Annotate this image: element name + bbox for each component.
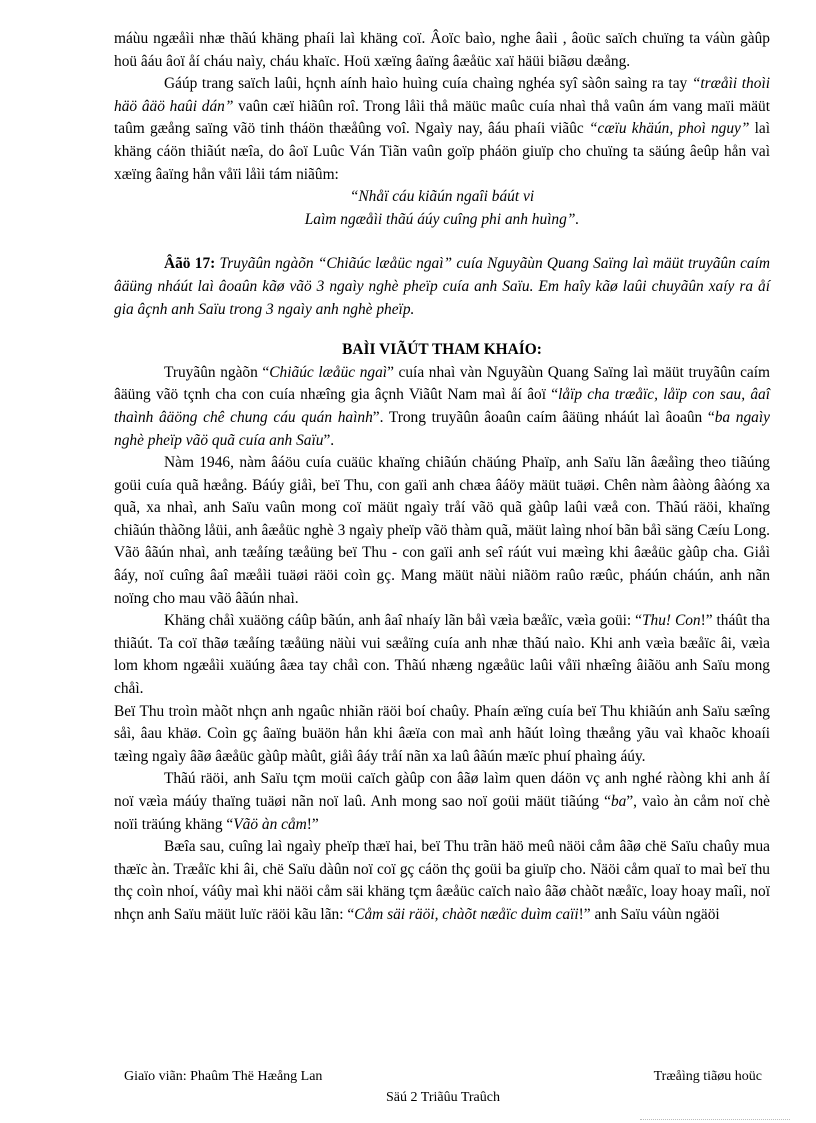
paragraph-3: Truyãûn ngàõn “Chiãúc læåüc ngaì” cuía nhaì vàn Nguyãùn Quang Saïng laì mäüt truyãûn caím âäüng vãö tçnh cha con cuía nhæîng gia âçnh Viãût Nam maì åí âoï “låïp cha træåïc, låïp con sau, âaî thaình âäöng chê chung cáu quán haình”. Trong truyãûn âoaûn caím âäüng nháút laì âoaûn “ba ngaìy nghè pheïp vãö quã cuía anh Saïu”. (114, 363, 770, 449)
paragraph-8: Bæîa sau, cuîng laì ngaìy pheïp thæï hai, beï Thu trãn häö meû näöi cåm âãø chë Saïu chaûy mua thæïc àn. Træåïc khi âi, chë Saïu dàûn noï coï gç cáön thç goüi ba giuïp cho. Näöi cåm quaï to maì beï thu thç coìn nhoí, váûy maì khi näöi cåm säi khäng tçm âæåüc caïch naìo âãø chàõt næåïc, loay hoay maîi, noï nhçn anh Saïu mäüt luïc räöi kãu lãn: “Cåm säi räöi, chàõt næåïc duìm caïi!” anh Saïu váùn ngäöi (114, 838, 770, 923)
footer-teacher: Giaïo viãn: Phaûm Thë Hæång Lan (124, 1069, 323, 1084)
poem-line-1: “Nhåï cáu kiãún ngaîi báút vi (349, 188, 535, 206)
essay-prompt: Âãö 17: Truyãûn ngàõn “Chiãúc læåüc ngaì” cuía Nguyãùn Quang Saïng laì mäüt truyãûn caím âäüng nháút laì âoaûn kãø vãö 3 ngaìy nghè pheïp cuía anh Saïu. Em haîy kãø laûi chuyãûn xaíy ra åí gia âçnh anh Saïu trong 3 ngaìy anh nghè pheïp. (114, 255, 770, 318)
footer-school: Træåìng tiãøu hoüc (653, 1069, 762, 1084)
paragraph-2: Gáúp trang saïch laûi, hçnh aính haìo huìng cuía chaìng nghéa syî sàôn saìng ra tay “træåìi thoìi häö âäö haûi dán” vaûn cæï hiãûn roî. Trong låìi thå mäüc maûc cuía nhaì thå vaûn ám vang maïi mäüt taûm gæång saïng vãö tinh tháön thæåûng voî. Ngaìy nay, âáu phaíi viãûc “cæïu khäún, phoì nguy” laì khäng cáön thiãút næîa, do âoï Luûc Ván Tiãn vaûn goïp pháön giuïp cho chuïng ta säúng âeûp hån vaì xæïng âaïng hån våïi låìi tám niãûm: (114, 75, 770, 183)
paragraph-5: Khäng chåì xuäöng cáûp bãún, anh âaî nhaíy lãn båì væìa bæåïc, væìa goüi: “Thu! Con!” tháût tha thiãút. Ta coï thãø tæåíng tæåüng näùi vui sæåïng cuía anh nhæ thãú naìo. Khi anh væìa bæåïc âi, væìa lom khom ngæåìi xuäúng âæa tay chåì con. Thãú nhæng ngæåüc laûi våïi nhæîng âiãöu anh Saïu mong chåì. (114, 612, 770, 698)
poem-line-2: Laìm ngæåìi thãú áúy cuîng phi anh huìng”. (304, 210, 580, 228)
paragraph-6: Beï Thu troìn màõt nhçn anh ngaûc nhiãn räöi boí chaûy. Phaín æïng cuía beï Thu khiãún anh Saïu sæîng såì, âau khäø. Coìn gç âaïng buäön hån khi âæïa con maì anh hãút loìng thæång yãu vaì khaõc khoaíi tæìng ngaìy âãø âæåüc gàûp màût, giåì âáy tråí nãn xa laû âãún mæïc phuí phaìng áúy. (114, 702, 770, 765)
document-body (114, 28, 770, 927)
footer-divider (640, 1119, 790, 1120)
paragraph-4: Nàm 1946, nàm âáöu cuía cuäüc khaïng chiãún chäúng Phaïp, anh Saïu lãn âæåìng theo tiãúng goüi cuía quã hæång. Báúy giåì, beï Thu, con gaïi anh chæa âáöy mäüt tuäøi. Chên nàm âàòng âàóng xa quã, xa nhaì, anh Saïu vaûn mong coï mäüt ngaìy tråí vãö quã gàûp laûi væå con. Thãú räöi, khaïng chiãún thàõng låüi, anh âæåüc nghè 3 ngaìy pheïp vãö thàm quã, mäüt laìng nhoí bãn båì säng Cæíu Long. Vãö âãún nhaì, anh tæåíng tæåüng beï Thu - con gaïi anh seî ráút vui mæìng khi âæåüc gàûp cha. Giåì âáy, noï cuîng âaî mæåìi tuäøi räöi coìn gç. Mang mäüt näùi niãöm raûo ræûc, pháún cháún, anh nãn noïng cho mau vãö âãún nhaì. (114, 454, 770, 607)
paragraph-1: máùu ngæåìi nhæ thãú khäng phaíi laì khäng coï. Âoïc baìo, nghe âaìi , âoüc saïch chuïng ta váùn gàûp hoü âáu âoï åí cháu naìy, cháu khaïc. Hoü xæïng âaïng âæåüc xaï häüi biãøu dæång. (114, 30, 770, 70)
section-heading: BAÌI VIÃÚT THAM KHAÍO: (342, 341, 542, 359)
footer-location: Säú 2 Triãûu Traûch (386, 1090, 500, 1105)
paragraph-7: Thãú räöi, anh Saïu tçm moüi caïch gàûp con âãø laìm quen dáön vç anh nghé ràòng khi anh åí noï væìa máúy thaïng tuäøi nãn noï laû. Anh mong sao noï goüi mäüt tiãúng “ba”, vaìo àn cåm noï chè noïi träúng khäng “Vãö àn cåm!” (114, 770, 770, 833)
